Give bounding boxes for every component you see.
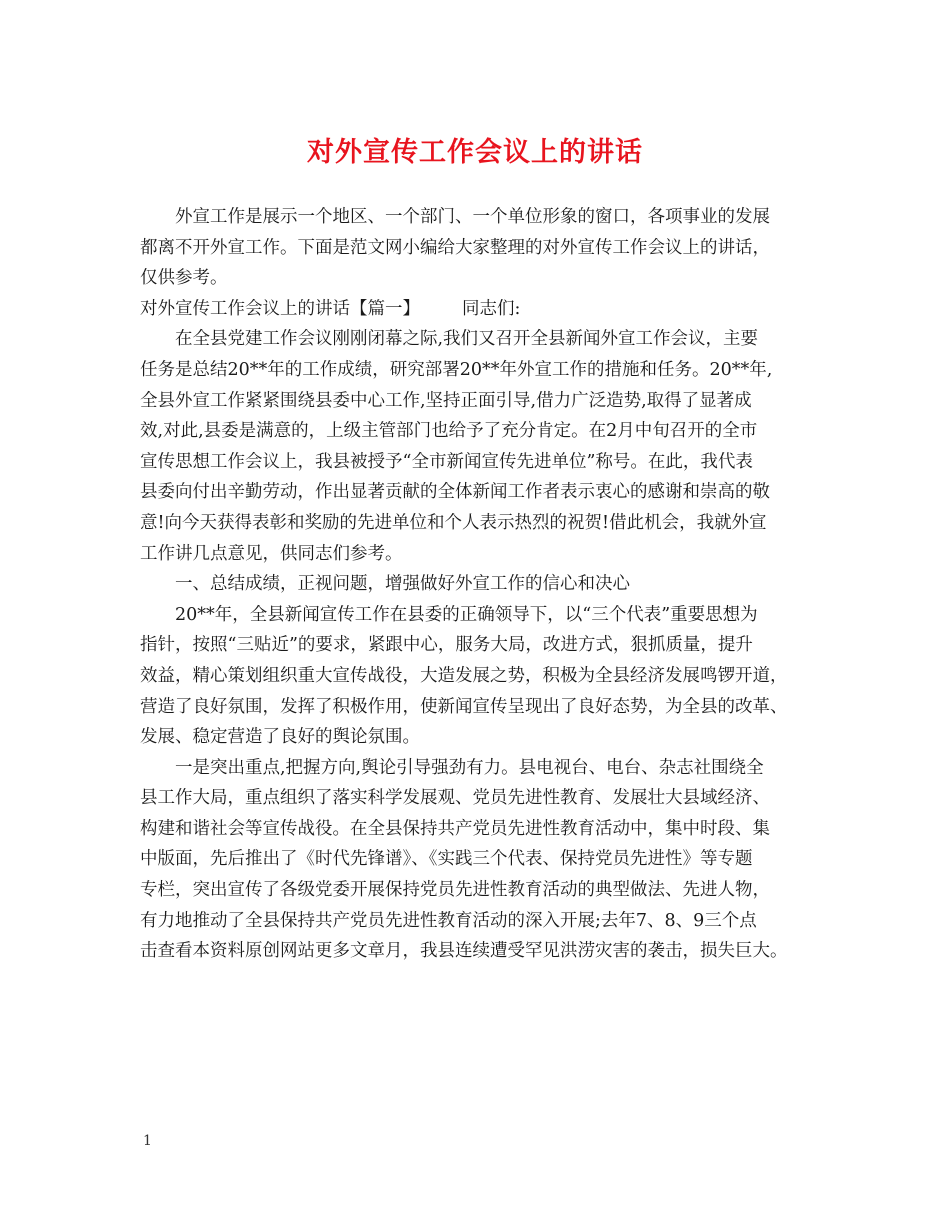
paragraph-line: 工作讲几点意见，供同志们参考。 — [140, 543, 403, 564]
subheading-line: 一、总结成绩，正视问题，增强做好外宣工作的信心和决心 — [175, 574, 630, 595]
paragraph-line: 效,对此,县委是满意的，上级主管部门也给予了充分肯定。在2月中旬召开的全市 — [140, 421, 758, 442]
document-body — [140, 202, 820, 967]
paragraph-line: 击查看本资料原创网站更多文章月，我县连续遭受罕见洪涝灾害的袭击，损失巨大。 — [140, 941, 788, 962]
paragraph-line: 任务是总结20**年的工作成绩，研究部署20**年外宣工作的措施和任务。20**年, — [140, 359, 773, 380]
paragraph-line: 外宣工作是展示一个地区、一个部门、一个单位形象的窗口，各项事业的发展 — [175, 207, 770, 227]
paragraph-line: 仅供参考。 — [140, 268, 228, 289]
paragraph-line: 中版面，先后推出了《时代先锋谱》、《实践三个代表、保持党员先进性》等专题 — [140, 849, 753, 870]
salutation: 同志们: — [462, 298, 521, 319]
paragraph-line: 都离不开外宣工作。下面是范文网小编给大家整理的对外宣传工作会议上的讲话， — [140, 237, 770, 258]
section-heading: 对外宣传工作会议上的讲话【篇一】 — [140, 298, 420, 319]
paragraph-line: 在全县党建工作会议刚刚闭幕之际,我们又召开全县新闻外宣工作会议，主要 — [175, 329, 759, 350]
paragraph-line: 县委向付出辛勤劳动，作出显著贡献的全体新闻工作者表示衷心的感谢和崇高的敬 — [140, 482, 770, 503]
document-title: 对外宣传工作会议上的讲话 — [307, 137, 643, 168]
page-number: 1 — [143, 1133, 152, 1149]
paragraph-line: 一是突出重点,把握方向,舆论引导强劲有力。县电视台、电台、杂志社围绕全 — [175, 757, 764, 778]
paragraph-line: 全县外宣工作紧紧围绕县委中心工作,坚持正面引导,借力广泛造势,取得了显著成 — [140, 390, 752, 411]
paragraph-line: 20**年，全县新闻宣传工作在县委的正确领导下，以“三个代表”重要思想为 — [175, 604, 758, 625]
paragraph-line: 宣传思想工作会议上，我县被授予“全市新闻宣传先进单位”称号。在此，我代表 — [140, 451, 753, 472]
paragraph-line: 构建和谐社会等宣传战役。在全县保持共产党员先进性教育活动中，集中时段、集 — [140, 818, 770, 839]
paragraph-line: 县工作大局，重点组织了落实科学发展观、党员先进性教育、发展壮大县域经济、 — [140, 788, 770, 809]
paragraph-line: 营造了良好氛围，发挥了积极作用，使新闻宣传呈现出了良好态势，为全县的改革、 — [140, 696, 788, 717]
paragraph-line: 发展、稳定营造了良好的舆论氛围。 — [140, 727, 420, 748]
section-heading-line — [140, 294, 820, 325]
paragraph-line: 有力地推动了全县保持共产党员先进性教育活动的深入开展;去年7、8、9三个点 — [140, 910, 757, 931]
paragraph-line: 专栏，突出宣传了各级党委开展保持党员先进性教育活动的典型做法、先进人物， — [140, 880, 770, 901]
paragraph-line: 指针，按照“三贴近”的要求，紧跟中心，服务大局，改进方式，狠抓质量，提升 — [140, 635, 753, 656]
paragraph-line: 意!向今天获得表彰和奖励的先进单位和个人表示热烈的祝贺!借此机会，我就外宣 — [140, 512, 767, 533]
paragraph-line: 效益，精心策划组织重大宣传战役，大造发展之势，积极为全县经济发展鸣锣开道， — [140, 665, 788, 686]
